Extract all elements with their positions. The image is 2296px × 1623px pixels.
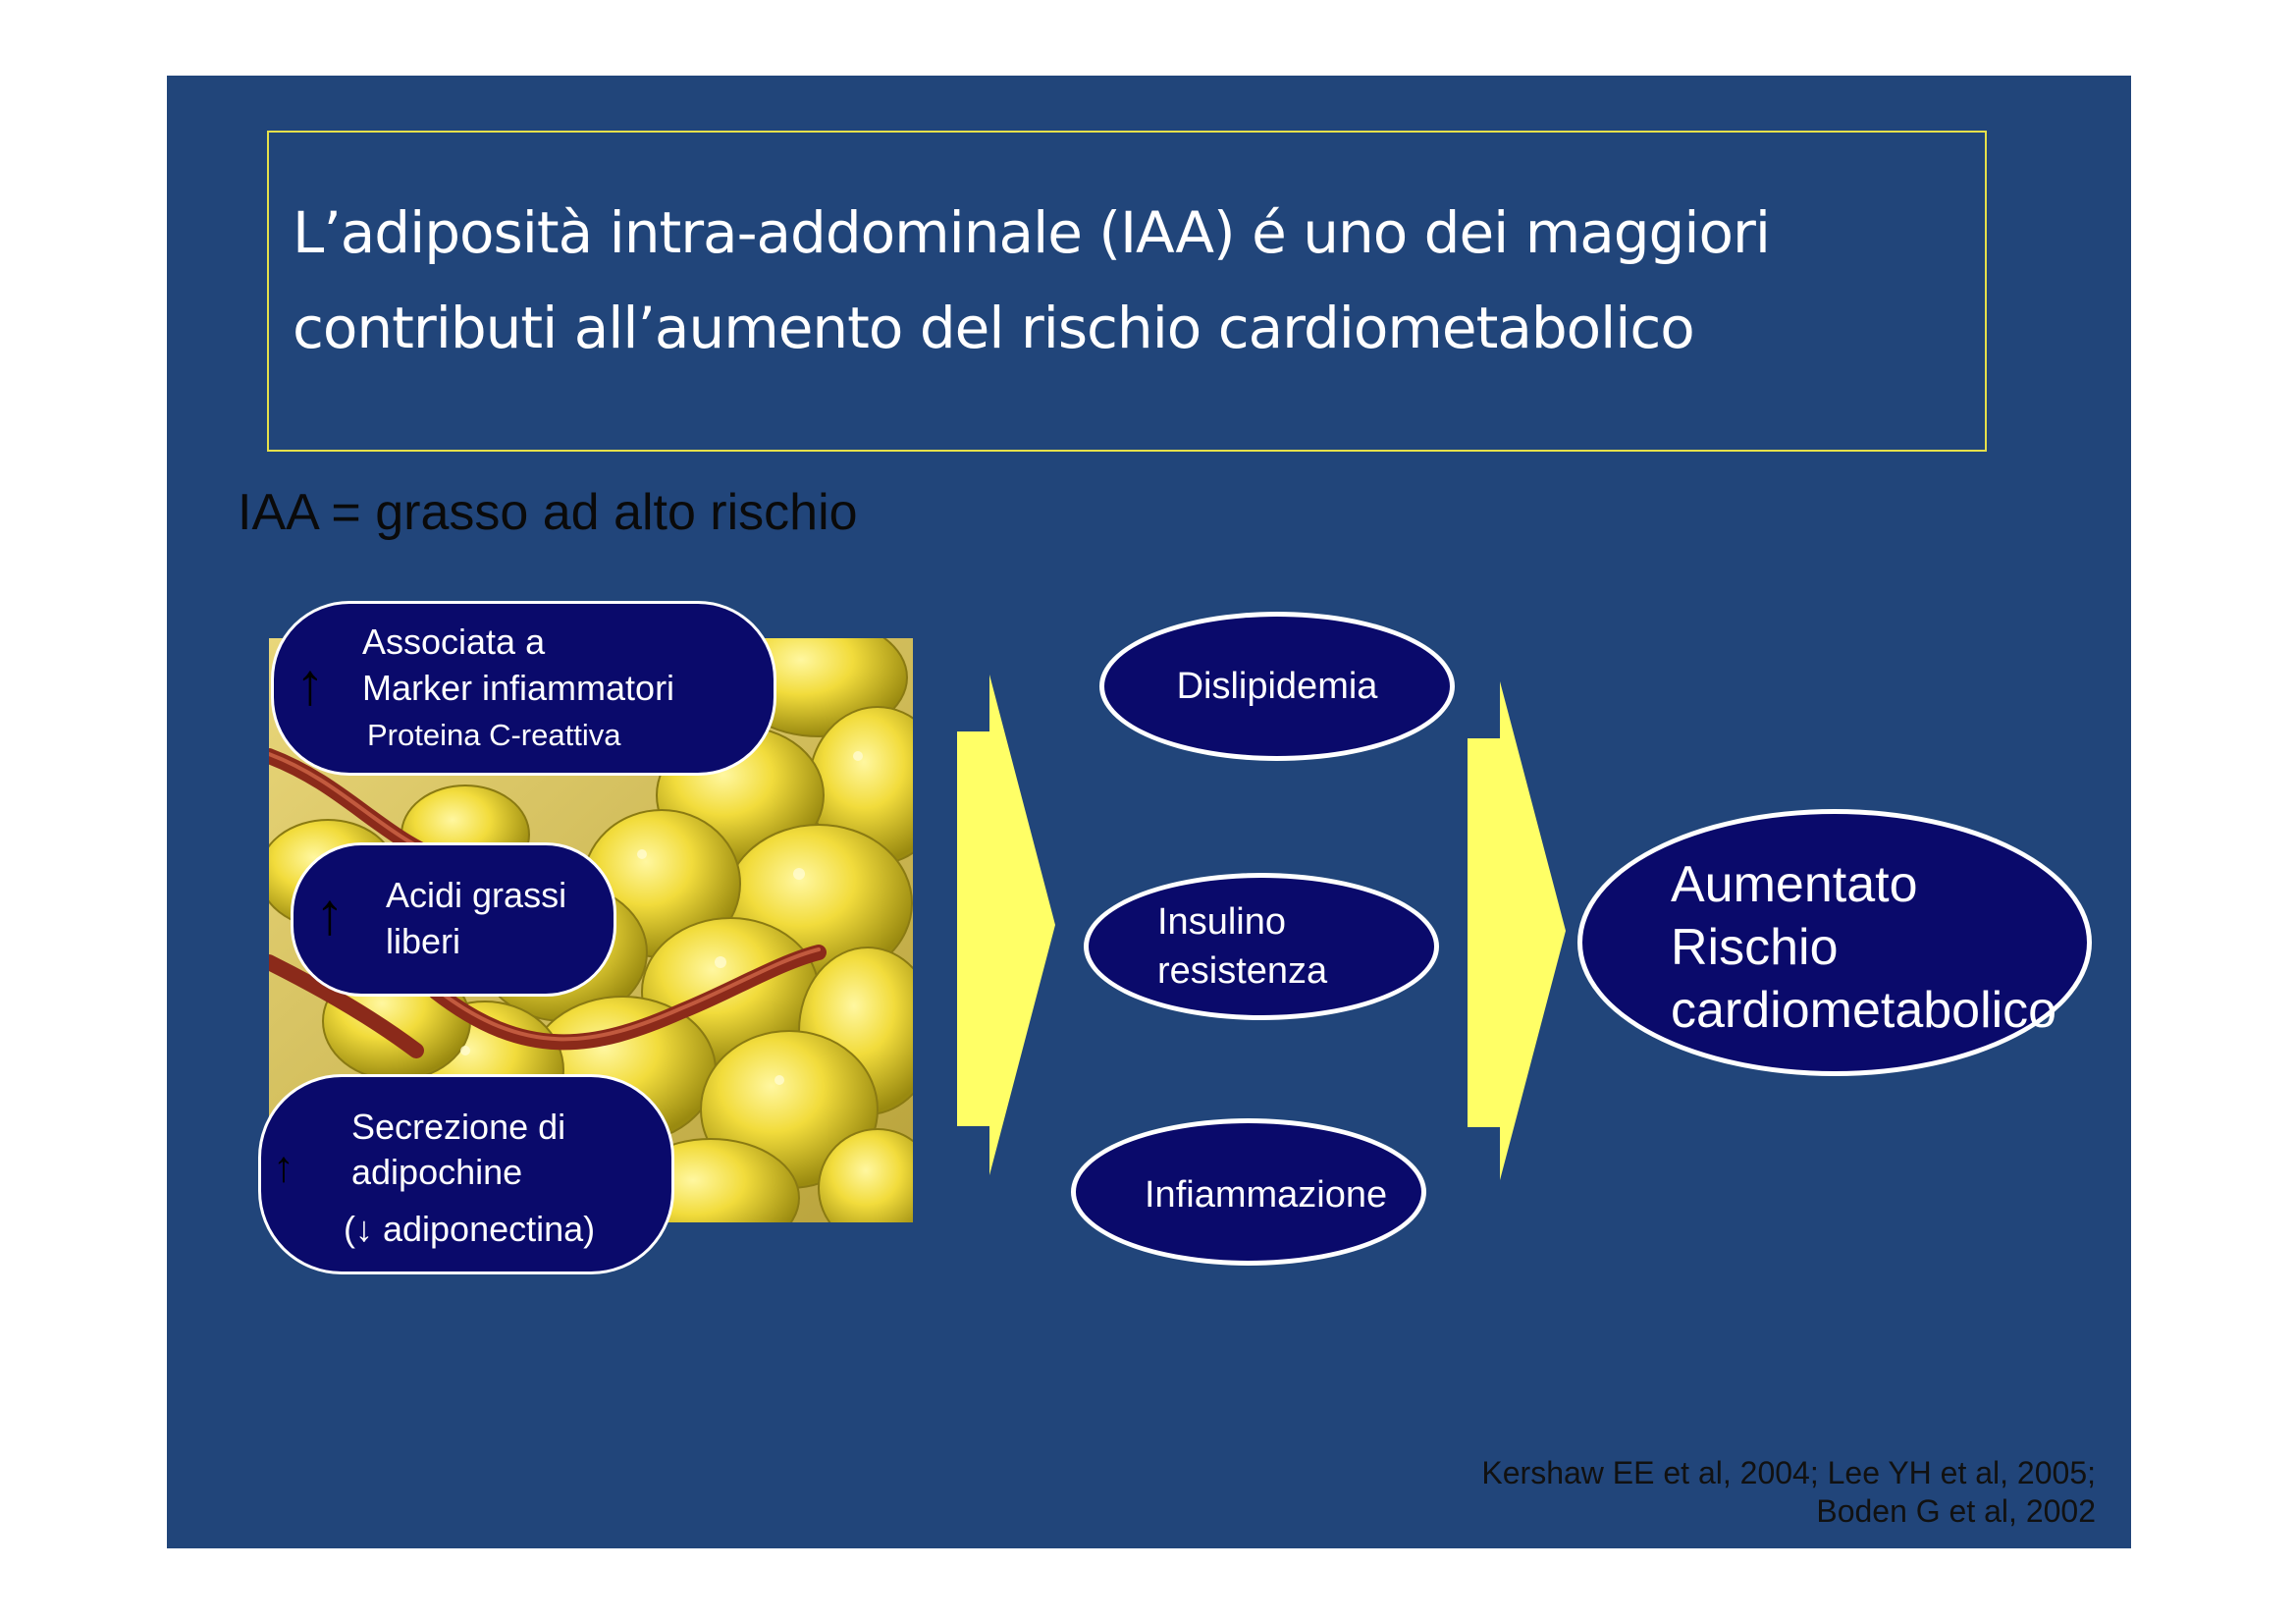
marker-line-1: Associata a — [362, 622, 546, 662]
title-line-1: L’adiposità intra-addominale (IAA) é uno dei maggiori — [293, 199, 1770, 266]
marker-line-2: Marker infiammatori — [362, 668, 675, 708]
outcome-line-2: Rischio — [1671, 919, 1839, 976]
infiammazione-label: Infiammazione — [1145, 1174, 1388, 1216]
insulino-line-2: resistenza — [1157, 950, 1328, 992]
slide — [167, 76, 2131, 1548]
increase-arrow-icon: ↑ — [273, 1143, 294, 1191]
dislipidemia-label: Dislipidemia — [1176, 666, 1378, 707]
outcome-line-3: cardiometabolico — [1671, 982, 2057, 1039]
yellow-arrow-icon — [957, 675, 1055, 1175]
insulino-resistenza-ellipse — [1084, 873, 1439, 1020]
secrezione-box — [258, 1074, 674, 1274]
yellow-arrow-icon — [1468, 681, 1566, 1180]
insulino-line-1: Insulino — [1157, 901, 1286, 943]
secrezione-line-2: adipochine — [351, 1152, 523, 1192]
dislipidemia-ellipse — [1099, 612, 1455, 761]
reference-line-2: Boden G et al, 2002 — [1816, 1493, 2096, 1529]
increase-arrow-icon: ↑ — [315, 881, 345, 947]
marker-line-3: Proteina C-reattiva — [367, 718, 621, 752]
acidi-line-2: liberi — [386, 921, 461, 961]
marker-infiammatori-box — [271, 601, 776, 776]
title-line-2: contributi all’aumento del rischio cardiometabolico — [293, 295, 1694, 361]
infiammazione-ellipse — [1071, 1118, 1426, 1266]
subtitle: IAA = grasso ad alto rischio — [238, 484, 858, 541]
secrezione-line-3: (↓ adiponectina) — [344, 1209, 596, 1249]
secrezione-line-1: Secrezione di — [351, 1107, 566, 1147]
acidi-grassi-box — [291, 842, 616, 997]
title-box — [267, 131, 1987, 452]
reference-line-1: Kershaw EE et al, 2004; Lee YH et al, 2005; — [1481, 1455, 2096, 1490]
acidi-line-1: Acidi grassi — [386, 875, 567, 915]
increase-arrow-icon: ↑ — [295, 651, 325, 717]
outcome-line-1: Aumentato — [1671, 856, 1918, 913]
